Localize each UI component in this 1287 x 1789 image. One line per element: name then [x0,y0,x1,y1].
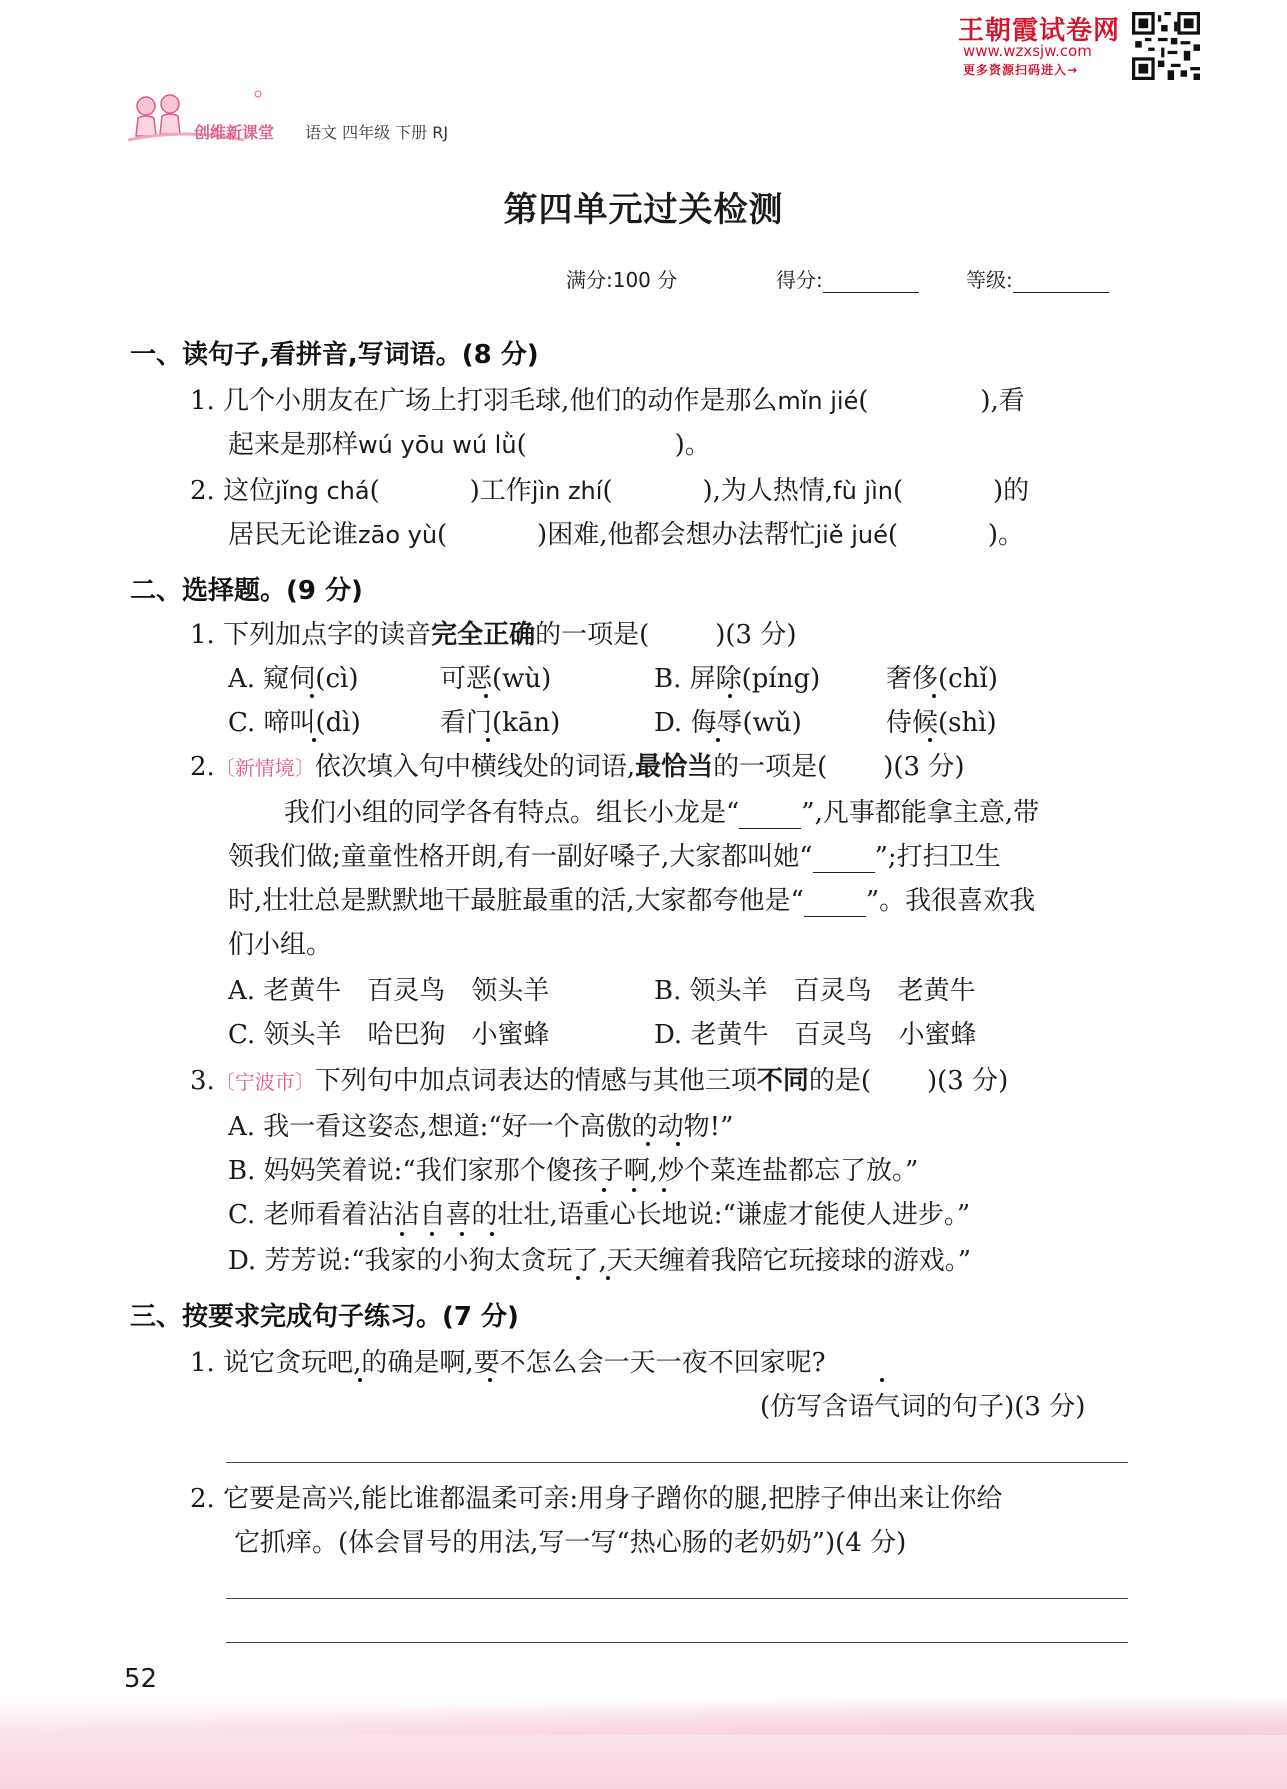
s3-q2-line1: 2. 它要是高兴,能比谁都温柔可亲:用身子蹭你的腿,把脖子伸出来让你给 [190,1484,1003,1514]
emphasis-dot [676,1142,680,1146]
emphasis-dot [490,1232,494,1236]
answer-blank[interactable]: ( [887,520,898,550]
emphasis-dot [430,1232,434,1236]
emphasis-dot [662,1188,666,1192]
grade-field[interactable] [966,264,1109,293]
emphasis-dot [602,1188,606,1192]
answer-blank[interactable]: ( [516,430,527,460]
emphasis-dot [716,738,720,742]
s3-q1-requirement: (仿写含语气词的句子)(3 分) [760,1392,1086,1422]
s2-q1-option-c2: 看门(kān) [440,708,561,738]
emphasis-dot [728,694,732,698]
s2-q1-option-d2: 侍候(shì) [886,708,997,738]
brand-subtitle: 更多资源扫码进入→ [963,63,1079,77]
answer-blank[interactable]: ( [437,520,448,550]
pinyin: wú yōu wú lǜ [358,431,517,459]
emphasis-dot [928,738,932,742]
context-tag: 〔新情境〕 [214,756,315,780]
s2-q2-option-b[interactable]: B. 领头羊 百灵鸟 老黄牛 [654,976,976,1006]
brand-url: www.wzxsjw.com [963,42,1092,60]
emphasis-dot [358,1378,362,1382]
pinyin: fù jìn [833,477,893,505]
s2-q3-option-d[interactable]: D. 芳芳说:“我家的小狗太贪玩了,天天缠着我陪它玩接球的游戏。” [228,1246,972,1276]
s2-q1-option-d[interactable]: D. 侮辱(wǔ) [654,708,802,738]
pinyin: jǐng chá [275,477,370,505]
s2-q2-stem: 2.〔新情境〕依次填入句中横线处的词语,最恰当的一项是( )(3 分) [190,752,965,782]
emphasis-dot [312,738,316,742]
answer-blank[interactable]: ( [858,386,869,416]
grade-blank[interactable] [1013,274,1109,293]
brand-name: 王朝霞试卷网 [958,16,1121,46]
s2-q2-passage-line4: 们小组。 [228,930,333,960]
s2-q1-stem: 1. 下列加点字的读音完全正确的一项是( )(3 分) [190,620,797,650]
page-title: 第四单元过关检测 [503,190,784,230]
s2-q1-option-b[interactable]: B. 屏除(píng) [654,664,821,694]
emphasis-dot [576,1276,580,1280]
s2-q3-option-c[interactable]: C. 老师看着沾沾自喜的壮壮,语重心长地说:“谦虚才能使人进步。” [228,1200,971,1230]
section-2-heading: 二、选择题。(9 分) [130,576,363,606]
emphasis-dot [488,1378,492,1382]
answer-blank[interactable]: ( [369,476,380,506]
s1-q2-line1: 2. 这位jǐng chá( )工作jìn zhí( ),为人热情,fù jìn( )的 [190,476,1030,506]
emphasis-dot [880,1378,884,1382]
region-tag: 〔宁波市〕 [214,1070,315,1094]
s2-q2-passage-line3: 时,壮壮总是默默地干最脏最重的活,大家都夸他是“ ”。我很喜欢我 [228,886,1036,916]
s2-q1-option-b2: 奢侈(chǐ) [886,664,998,694]
answer-line[interactable] [226,1598,1128,1599]
s2-q1-option-c[interactable]: C. 啼叫(dì) [228,708,361,738]
s2-q3-option-a[interactable]: A. 我一看这姿态,想道:“好一个高傲的动物!” [228,1112,734,1142]
answer-blank[interactable]: ( [892,476,904,506]
qr-code-icon [1132,12,1200,80]
grade-label: 等级: [966,268,1013,292]
s2-q2-option-d[interactable]: D. 老黄牛 百灵鸟 小蜜蜂 [654,1020,977,1050]
emphasis-dot [484,694,488,698]
pinyin: zāo yù [358,521,438,549]
page-number: 52 [124,1664,158,1694]
score-label: 得分: [776,268,823,292]
s2-q1-option-a[interactable]: A. 窥伺(cì) [228,664,359,694]
emphasis-dot [400,1232,404,1236]
section-1-heading: 一、读句子,看拼音,写词语。(8 分) [130,340,539,370]
s3-q2-line2: 它抓痒。(体会冒号的用法,写一写“热心肠的老奶奶”)(4 分) [234,1528,907,1558]
score-field[interactable] [776,264,919,293]
full-score: 满分:100 分 [566,268,678,292]
s2-q1-option-a2: 可恶(wù) [440,664,552,694]
pinyin: jiě jué [815,521,888,549]
s1-q1-line1: 1. 几个小朋友在广场上打羽毛球,他们的动作是那么mǐn jié( ),看 [190,386,1025,416]
pinyin: jìn zhí [531,477,603,505]
emphasis-dot [646,1142,650,1146]
fill-blank[interactable] [813,854,875,873]
answer-line[interactable] [226,1462,1128,1463]
s2-q2-passage-line1: 我们小组的同学各有特点。组长小龙是“ ”,凡事都能拿主意,带 [284,798,1040,828]
emphasis-dot [606,1276,610,1280]
emphasis-dot [486,738,490,742]
s2-q3-stem: 3.〔宁波市〕下列句中加点词表达的情感与其他三项不同的是( )(3 分) [190,1066,1009,1096]
fill-blank[interactable] [804,898,866,917]
s2-q2-option-c[interactable]: C. 领头羊 哈巴狗 小蜜蜂 [228,1020,550,1050]
answer-line[interactable] [226,1642,1128,1643]
book-info: 语文 四年级 下册 RJ [305,123,449,142]
emphasis-dot [932,694,936,698]
footer-decoration [0,1695,1287,1735]
score-blank[interactable] [823,274,919,293]
s2-q3-option-b[interactable]: B. 妈妈笑着说:“我们家那个傻孩子啊,炒个菜连盐都忘了放。” [228,1156,919,1186]
answer-blank[interactable]: ( [602,476,613,506]
s2-q2-option-a[interactable]: A. 老黄牛 百灵鸟 领头羊 [228,976,550,1006]
s3-q1-sentence: 1. 说它贪玩吧,的确是啊,要不怎么会一天一夜不回家呢? [190,1348,826,1378]
emphasis-dot [632,1188,636,1192]
fill-blank[interactable] [739,810,801,829]
emphasis-dot [460,1232,464,1236]
s1-q1-line2: 起来是那样wú yōu wú lǜ( )。 [228,430,711,460]
s2-q2-passage-line2: 领我们做;童童性格开朗,有一副好嗓子,大家都叫她“ ”;打扫卫生 [228,842,1001,872]
pinyin: mǐn jié [777,387,859,415]
section-3-heading: 三、按要求完成句子练习。(7 分) [130,1302,519,1332]
emphasis-dot [310,694,314,698]
s1-q2-line2: 居民无论谁zāo yù( )困难,他都会想办法帮忙jiě jué( )。 [228,520,1025,550]
series-name: 创维新课堂 [194,123,275,142]
